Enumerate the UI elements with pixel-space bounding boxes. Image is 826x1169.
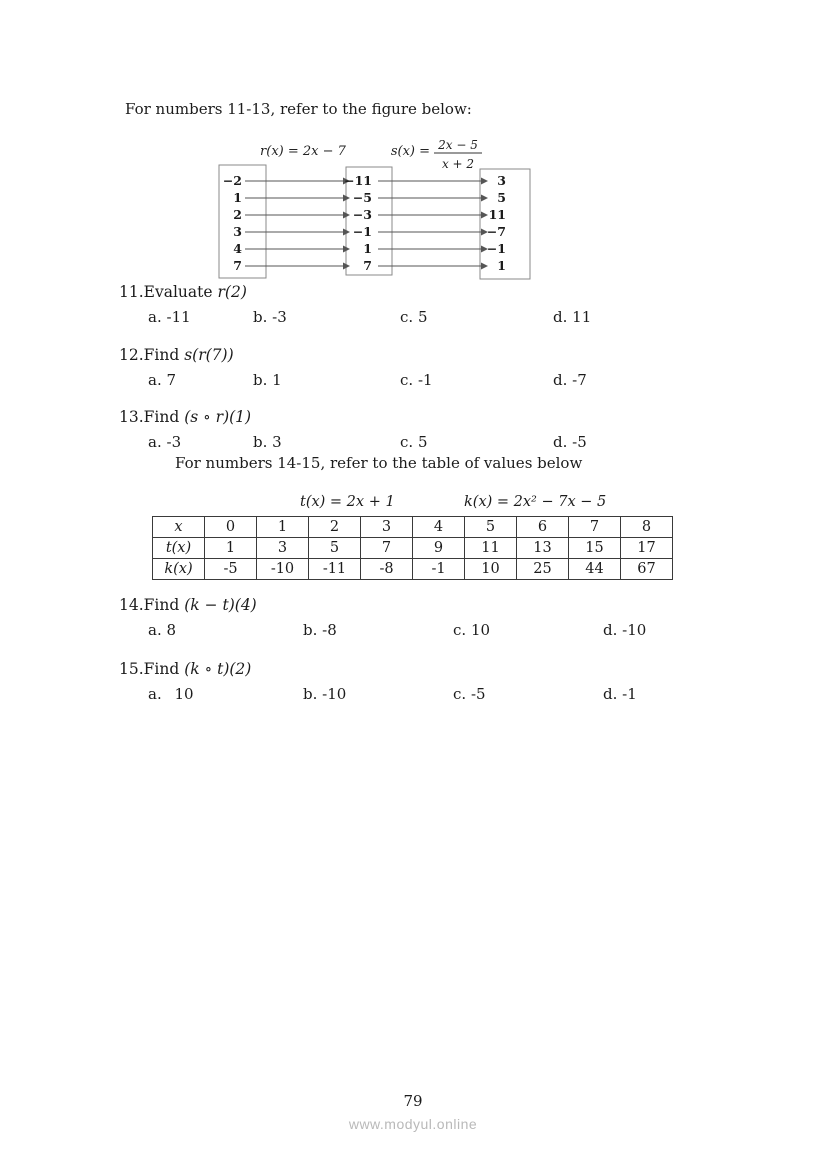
question-prompt: Evaluate	[143, 283, 213, 301]
question-expression: r(2)	[217, 283, 247, 301]
option-b: b. -10	[303, 685, 347, 703]
map-middle-value: −3	[352, 207, 372, 222]
table-cell: 13	[517, 538, 569, 559]
map-left-value: −2	[222, 173, 242, 188]
question-number: 15.	[119, 660, 144, 678]
question-14	[119, 596, 776, 639]
table-cell: 6	[517, 517, 569, 538]
table-cell: 7	[361, 538, 413, 559]
question-11-text	[119, 283, 776, 301]
table-cell: 3	[361, 517, 413, 538]
map-left-value: 2	[233, 207, 242, 222]
map-middle-value: −1	[352, 224, 372, 239]
table-cell: 5	[465, 517, 517, 538]
r-function-label: r(x) = 2x − 7	[260, 144, 346, 159]
function-mapping-figure	[200, 128, 540, 282]
table-row	[153, 517, 673, 538]
option-b: b. -8	[303, 621, 337, 639]
option-b: b. -3	[253, 308, 287, 326]
s-function-prefix: s(x) =	[390, 144, 430, 159]
table-cell: 4	[413, 517, 465, 538]
question-12	[119, 346, 776, 389]
option-d: d. -1	[603, 685, 637, 703]
question-prompt: Find	[143, 408, 180, 426]
question-number: 12.	[119, 346, 144, 364]
row-header: x	[153, 517, 205, 538]
option-d: d. -10	[603, 621, 647, 639]
table-cell: 25	[517, 559, 569, 580]
table-cell: 17	[621, 538, 673, 559]
map-left-value: 7	[233, 258, 242, 273]
question-number: 14.	[119, 596, 144, 614]
question-13	[119, 408, 776, 451]
map-left-value: 3	[233, 224, 242, 239]
map-right-value: 3	[497, 173, 506, 188]
table-cell: 9	[413, 538, 465, 559]
intro-text-14-15: For numbers 14-15, refer to the table of values below	[175, 454, 583, 472]
question-12-options	[119, 371, 776, 389]
option-a: a. 7	[148, 371, 177, 389]
table-cell: 5	[309, 538, 361, 559]
page-number: 79	[403, 1092, 423, 1110]
values-table	[152, 516, 673, 580]
question-13-text	[119, 408, 776, 426]
option-c: c. 5	[400, 308, 428, 326]
map-right-value: 5	[497, 190, 506, 205]
map-middle-value: 7	[363, 258, 372, 273]
s-fraction-denominator: x + 2	[441, 157, 475, 171]
map-right-value: 1	[497, 258, 506, 273]
map-right-value: 11	[488, 207, 506, 222]
watermark-text: www.modyul.online	[348, 1116, 478, 1132]
map-right-value: −1	[486, 241, 506, 256]
option-c: c. 5	[400, 433, 428, 451]
question-11-options	[119, 308, 776, 326]
option-c: c. -1	[400, 371, 433, 389]
map-middle-value: −11	[344, 173, 372, 188]
option-b: b. 3	[253, 433, 282, 451]
table-cell: 44	[569, 559, 621, 580]
table-cell: 2	[309, 517, 361, 538]
table-cell: 10	[465, 559, 517, 580]
table-cell: 1	[257, 517, 309, 538]
table-cell: 8	[621, 517, 673, 538]
question-expression: (s ∘ r)(1)	[184, 408, 252, 426]
option-a: a. 10	[148, 685, 194, 703]
k-function-label: k(x) = 2x² − 7x − 5	[464, 494, 607, 510]
question-number: 13.	[119, 408, 144, 426]
question-15	[119, 660, 776, 703]
table-formula-labels	[152, 494, 673, 512]
option-d: d. -5	[553, 433, 587, 451]
table-cell: -11	[309, 559, 361, 580]
map-left-value: 1	[233, 190, 242, 205]
option-a: a. 8	[148, 621, 177, 639]
option-d: d. -7	[553, 371, 587, 389]
option-c: c. 10	[453, 621, 491, 639]
question-14-text	[119, 596, 776, 614]
table-cell: 3	[257, 538, 309, 559]
table-cell: 67	[621, 559, 673, 580]
table-cell: 15	[569, 538, 621, 559]
map-right-value: −7	[486, 224, 506, 239]
table-cell: -10	[257, 559, 309, 580]
question-15-text	[119, 660, 776, 678]
question-12-text	[119, 346, 776, 364]
intro-text-11-13: For numbers 11-13, refer to the figure below:	[125, 100, 472, 118]
question-11	[119, 283, 776, 326]
map-middle-value: 1	[363, 241, 372, 256]
question-prompt: Find	[143, 660, 180, 678]
option-b: b. 1	[253, 371, 282, 389]
t-function-label: t(x) = 2x + 1	[300, 494, 395, 510]
question-prompt: Find	[143, 596, 180, 614]
question-prompt: Find	[143, 346, 180, 364]
option-d: d. 11	[553, 308, 592, 326]
question-number: 11.	[119, 283, 144, 301]
option-c: c. -5	[453, 685, 486, 703]
question-14-options	[119, 621, 776, 639]
option-a: a. -3	[148, 433, 182, 451]
question-expression: (k − t)(4)	[184, 596, 257, 614]
s-fraction-numerator: 2x − 5	[438, 138, 478, 152]
row-header: k(x)	[153, 559, 205, 580]
table-cell: 11	[465, 538, 517, 559]
table-row	[153, 559, 673, 580]
table-cell: -8	[361, 559, 413, 580]
table-cell: -1	[413, 559, 465, 580]
question-13-options	[119, 433, 776, 451]
map-middle-value: −5	[352, 190, 372, 205]
option-a: a. -11	[148, 308, 191, 326]
question-expression: (k ∘ t)(2)	[184, 660, 252, 678]
map-left-value: 4	[233, 241, 242, 256]
table-cell: 7	[569, 517, 621, 538]
row-header: t(x)	[153, 538, 205, 559]
question-expression: s(r(7))	[184, 346, 234, 364]
question-15-options	[119, 685, 776, 703]
table-row	[153, 538, 673, 559]
table-cell: -5	[205, 559, 257, 580]
table-cell: 1	[205, 538, 257, 559]
table-cell: 0	[205, 517, 257, 538]
